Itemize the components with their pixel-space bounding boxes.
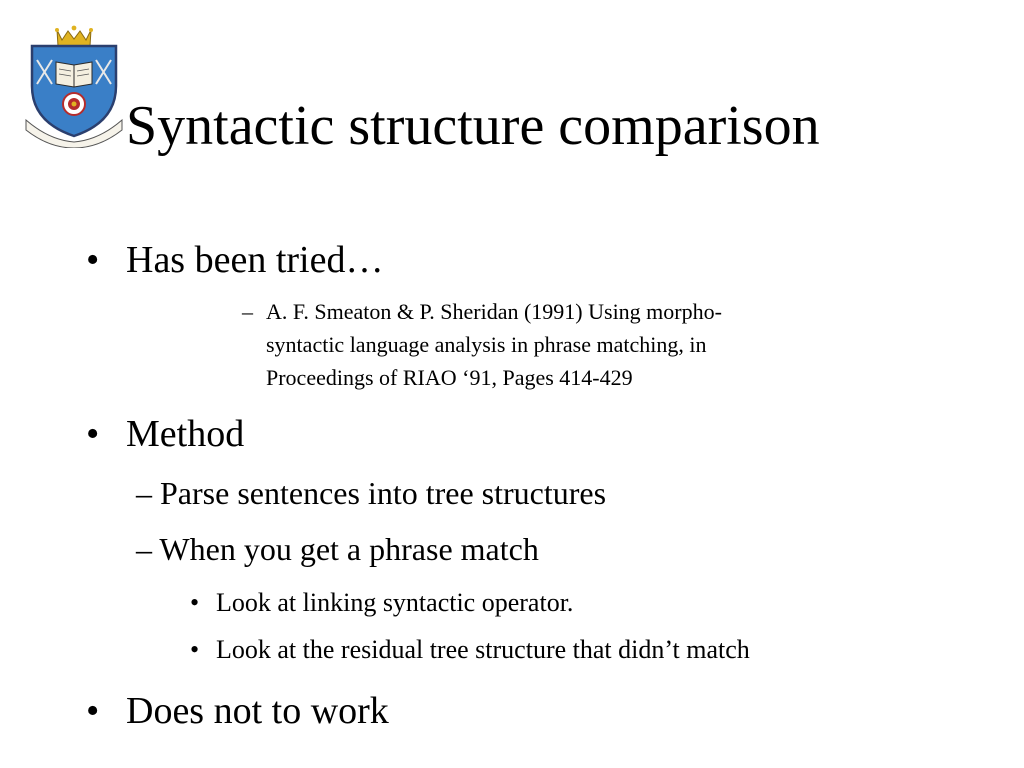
book-icon [56, 62, 92, 87]
subitem-phrase-match: – When you get a phrase match [136, 531, 539, 567]
slide-title: Syntactic structure comparison [126, 95, 820, 157]
bullet-has-been-tried [86, 238, 384, 282]
bullet-text: Does not to work [126, 690, 389, 732]
bullet-marker: • [86, 413, 100, 455]
bullet-text: Has been tried… [126, 239, 384, 281]
bullet-marker: • [86, 239, 100, 281]
university-crest-logo [24, 24, 124, 148]
rose-icon [63, 93, 85, 115]
bullet-method [86, 412, 245, 456]
bullet-text: Method [126, 413, 245, 455]
citation-line: A. F. Smeaton & P. Sheridan (1991) Using morpho- [266, 299, 722, 324]
bullet-marker: • [86, 690, 100, 732]
subsubitem-linking-operator [190, 587, 574, 619]
subsubitem-residual-tree [190, 634, 750, 666]
subitem-parse-sentences: – Parse sentences into tree structures [136, 475, 607, 511]
dash-marker: – [242, 299, 253, 324]
bullet-text: Look at the residual tree structure that didn’t match [216, 635, 750, 664]
crown-icon [55, 26, 93, 46]
citation-line: syntactic language analysis in phrase matching, in [266, 332, 707, 357]
citation-reference [242, 295, 722, 394]
bullet-marker: • [190, 635, 200, 664]
citation-line: Proceedings of RIAO ‘91, Pages 414-429 [266, 365, 633, 390]
bullet-marker: • [190, 588, 200, 617]
bullet-text: Look at linking syntactic operator. [216, 588, 574, 617]
bullet-does-not-work [86, 689, 389, 733]
